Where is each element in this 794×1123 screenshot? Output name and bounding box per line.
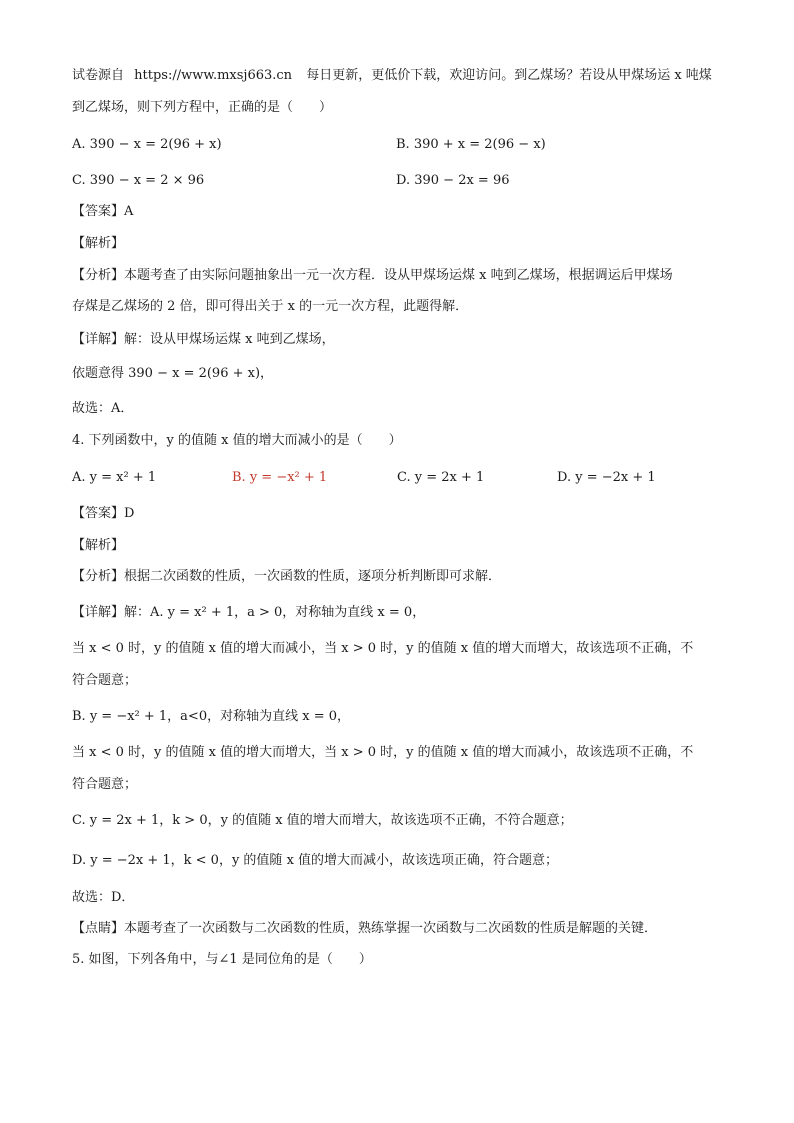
q4-xiangjie-a: 【详解】解：A. y = x² + 1，a > 0，对称轴为直线 x = 0， [72, 605, 426, 620]
q3-stem-line-2: 到乙煤场，则下列方程中，正确的是（ ） [72, 100, 333, 115]
q4-analysis-tag: 【解析】 [72, 538, 125, 553]
site-label: 试卷源自 [72, 68, 125, 83]
q4-option-d: D. y = −2x + 1 [557, 470, 656, 485]
q4-stem: 4. 下列函数中，y 的值随 x 值的增大而减小的是（ ） [72, 433, 402, 448]
q3-stem-line-1 [72, 66, 712, 86]
q3-option-c: C. 390 − x = 2 × 96 [72, 173, 205, 188]
site-note: 每日更新，更低价下载，欢迎访问。 [306, 68, 515, 83]
q3-xiangjie-line-2: 依题意得 390 − x = 2(96 + x)， [72, 366, 274, 381]
q3-stem-tail: 到乙煤场？若设从甲煤场运 x 吨煤 [514, 68, 712, 83]
q5-stem: 5. 如图，下列各角中，与∠1 是同位角的是（ ） [72, 952, 372, 967]
q3-analysis-tag: 【解析】 [72, 236, 125, 251]
q4-option-b: B. y = −x² + 1 [232, 470, 328, 485]
q3-fenxi-line-1: 【分析】本题考查了由实际问题抽象出一元一次方程．设从甲煤场运煤 x 吨到乙煤场，根据调运后甲煤场 [72, 268, 673, 283]
q4-option-a: A. y = x² + 1 [72, 470, 157, 485]
q4-xiangjie-b: B. y = −x² + 1，a<0，对称轴为直线 x = 0， [72, 709, 350, 724]
q3-fenxi-line-2: 存煤是乙煤场的 2 倍，即可得出关于 x 的一元一次方程，此题得解． [72, 299, 469, 314]
q3-xiangjie-line-1: 【详解】解：设从甲煤场运煤 x 吨到乙煤场， [72, 332, 335, 347]
q3-option-d: D. 390 − 2x = 96 [396, 173, 510, 188]
q4-xiangjie-a-line-3: 符合题意； [72, 673, 138, 688]
q4-xiangjie-a-line-2: 当 x < 0 时，y 的值随 x 值的增大而减小，当 x > 0 时，y 的值随 x 值的增大而增大，故该选项不正确，不 [72, 641, 694, 656]
q4-conclusion: 故选：D． [72, 890, 135, 905]
q4-xiangjie-b-line-3: 符合题意； [72, 777, 138, 792]
q4-fenxi: 【分析】根据二次函数的性质，一次函数的性质，逐项分析判断即可求解． [72, 569, 502, 584]
q4-xiangjie-c: C. y = 2x + 1，k > 0，y 的值随 x 值的增大而增大，故该选项不正确，不符合题意； [72, 813, 573, 828]
q4-option-c: C. y = 2x + 1 [397, 470, 485, 485]
q4-dianjing: 【点睛】本题考查了一次函数与二次函数的性质，熟练掌握一次函数与二次函数的性质是解题的关键． [72, 921, 658, 936]
q4-xiangjie-d: D. y = −2x + 1，k < 0，y 的值随 x 值的增大而减小，故该选项正确，符合题意； [72, 853, 559, 868]
q3-option-a: A. 390 − x = 2(96 + x) [72, 137, 222, 152]
q3-option-b: B. 390 + x = 2(96 − x) [396, 137, 546, 152]
q3-answer: 【答案】A [72, 204, 134, 219]
site-url[interactable]: https://www.mxsj663.cn [134, 68, 293, 83]
q4-xiangjie-b-line-2: 当 x < 0 时，y 的值随 x 值的增大而增大，当 x > 0 时，y 的值随 x 值的增大而减小，故该选项不正确，不 [72, 745, 694, 760]
q3-conclusion: 故选：A． [72, 401, 134, 416]
q4-answer: 【答案】D [72, 506, 135, 521]
